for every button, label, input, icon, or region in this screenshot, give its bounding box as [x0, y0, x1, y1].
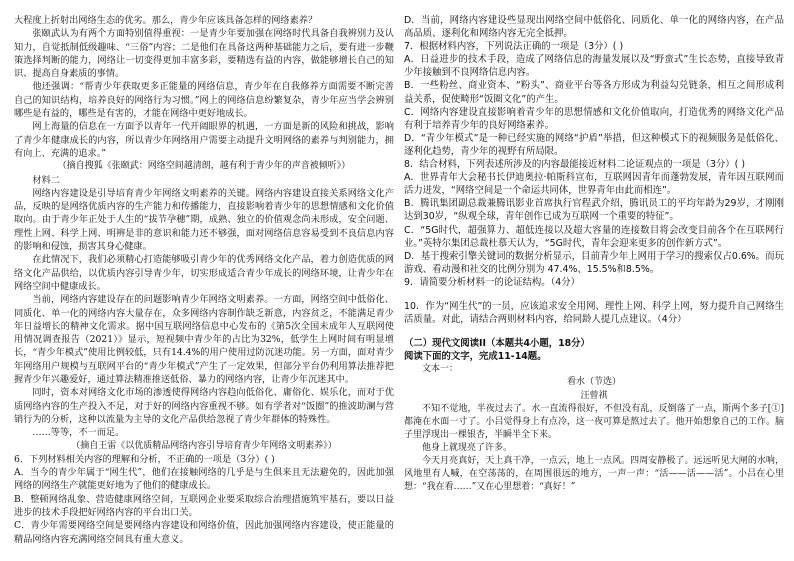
answer-space [404, 289, 784, 300]
paragraph: 当前，网络内容建设存在的问题影响青少年网络文明素养。一方面，网络空间中低俗化、同质化、单一化的网络内容大量存在，众多网络内容制作缺乏新意，内容贫乏，不能满足青少年日益增长的精神文化需求。据中国互联网络信息中心发布的《第5次全国未成年人互联网使用情况调查报告（2021）》显示，短视频中青少年的占比为32%，低学生上网时间有明显增长，“青少年模式”使用比例较低，只有14.4%的用户使用过防沉迷功能。另一方面，面对青少年网络用户规模与互联网平台的“青少年模式”产生了一定效果，但部分平台仍利用算法推荐把握青少年兴趣爱好，通过算法精准推送低俗、暴力的网络内容，让青少年沉迷其中。 [14, 294, 394, 386]
source-note: （摘自王雷《以优质精品网络内容引导培育青少年网络文明素养》） [71, 440, 337, 451]
question-9: 9．请简要分析材料一的论证结构。（4分） [404, 276, 580, 288]
question-10: 10．作为“网生代”的一员，应该追求安全用网、理性上网、科学上网，努力提升自己网络生活质量。对此，请结合两则材料内容，给同龄人提几点建议。（4分） [404, 300, 784, 326]
option-d: D．“青少年模式”是一种已经实施的网络“护盾”举措，但这种模式下的视频服务是低俗化、逐利化趋势，青少年的视野有所局限。 [404, 132, 784, 157]
text-label: 文本一： [422, 364, 459, 375]
option-c: C．“5G时代，超强算力、超低连接以及超大容量的连接数目将会改变目前各个在互联网行业。”英特尔集团总裁杜慕天认为，“5G时代，青年会迎来更多的创作新方式”。 [404, 224, 784, 249]
source-note: （摘自搜狐《张颐武：网络空间越清朗，越有利于青少年的声音被倾听》） [57, 161, 351, 172]
option-d: D．基于搜索引擎关键词的数据分析显示，目前青少年上网用于学习的搜索仅占0.6%。而玩游戏、看动漫和社交的比例分别为 47.4%、15.5%和8.5%。 [404, 250, 784, 275]
passage-author: 汪曾祺 [580, 390, 608, 401]
instruction: 阅读下面的文字，完成11-14题。 [404, 351, 547, 363]
option-b: B．一些粉丝、商业资本、“粉头”、商业平台等各方形成为利益勾兑链条，相互之间形成利益关系，促使畸形“饭圈文化”的产生。 [404, 80, 784, 105]
option-d: D．当前，网络内容建设些显现出网络空间中低俗化、同质化、单一化的网络内容，在产品高品质、逐利化和网络内容无完全抵押。 [404, 15, 784, 40]
passage-title: 看水（节选） [566, 377, 621, 388]
option-c: C．青少年需要网络空间是要网络内容建设和网络价值，因此加强网络内容建设，使正能量的精品网络内容充满网络空间具有重大意义。 [14, 520, 394, 545]
paragraph: 不知不觉地，半夜过去了。水一直流得很好，不但没有乱，反倒落了一点，斯两个多子[①]都淹在水面一寸了。小吕觉得身上有点冷，这一夜可算是熬过去了。他开始想象自己的工作。脑子里浮现出一棵银杏，半瞬半全下来。 [404, 403, 784, 440]
option-b: B．腾讯集团副总裁兼腾讯影业首席执行官程武介绍，腾讯员工的平均年龄为29岁，才刚刚达到30岁，“纵观全球，青年创作已成为互联网一个重要的特征”。 [404, 198, 784, 223]
paragraph: 他还强调：“帮青少年获取更多正能量的网络信息，青少年在自我修养方面需要不断完善自己的知识结构，培养良好的网络行为习惯。”网上的网络信息纷繁复杂，青少年应当学会辨别哪些是有益的，哪些是有害的，才能在网络中更好地成长。 [14, 81, 394, 120]
left-column [14, 14, 394, 546]
paragraph: 他身上就现亮了许多。 [422, 442, 513, 453]
section-title: （二）现代文阅读II（本题共4小题，18分） [404, 338, 590, 350]
question-8: 8．结合材料，下列表述所涉及的内容最能接近材料二论证观点的一项是（3分）( ) [404, 159, 745, 171]
paragraph: 大程度上折射出网络生态的优劣。那么，青少年应该具备怎样的网络素养？ [14, 15, 318, 26]
answer-space [404, 326, 784, 337]
paragraph: 同时，资本对网络文化市场的渗透使得网络内容趋向低俗化、庸俗化、娱乐化，而对于优质网络内容的生产投入不足，对于好的网络内容重视不够。如有学者对“饭圈”的推波助澜与营销行为的分析，这种以流量为主导的文化产品供给忽视了青少年群体的特殊性。 [14, 387, 394, 425]
paragraph: 网上海量的信息在一方面予以青年一代开阔眼界的机遇，一方面是新的风险和挑战，影响了青少年健康成长的内容，所以青少年网络用户需要主动提升文明网络的素养与判别能力，拥有向上、充满的追求。” [14, 121, 394, 159]
option-a: A．世界青年大会秘书长伊迪奥拉·帕斯科宣布，互联网因青年而蓬勃发展，青年因互联网而活力迸发，“网络空间是一个命运共同体，世界青年由此而相连”。 [404, 172, 784, 197]
paragraph: 在此情况下，我们必须精心打造能够吸引青少年的优秀网络文化产品，着力创造优质的网络文化产品供给，以优质内容引导青少年，切实形成适合青少年成长的网络环境，让青少年在网络空间中健康成长。 [14, 254, 394, 292]
paragraph: 张颐武认为有两个方面特别值得重视：一是青少年要加强在网络时代具备自我辨别力及认知力，自觉抵制低级趣味、“三俗”内容；二是他们在具备这两种基础能力之后，要有进一步鞭策选择判断的能力，网络让一切变得更加丰富多彩，要精选有益的内容，做能够增长自己的知识、提高自身素质的事情。 [14, 28, 394, 80]
question-7: 7．根据材料内容，下列说法正确的一项是（3分）( ) [404, 41, 624, 53]
option-a: A．当今的青少年属于“网生代”，他们在接触网络的几乎是与生俱来且无法避免的，因此加强网络的网络生产就能更好地为了他们的健康成长。 [14, 467, 394, 492]
right-column [404, 14, 784, 494]
section-heading: 材料二 [32, 174, 60, 186]
option-b: B．整顿网络乱象、营造健康网络空间，互联网企业要采取综合治理措施筑牢基石，要以日益进步的技术手段把好网络内容的平台出口关。 [14, 493, 394, 518]
option-c: C．网络内容建设直接影响着青少年的思想情感和文化价值取向，打造优秀的网络文化产品有利于培养青少年的良好网络素养。 [404, 106, 784, 131]
paragraph: 网络内容建设是引导培育青少年网络文明素养的关键。网络内容建设直接关系网络文化产品，反映的是网络优质内容的生产能力和传播能力，直接影响着青少年的思想情感和文化价值取向。由于青少年正处于人生的“拔节孕穗”期，成熟、独立的价值观念尚未形成，安全问题、理性上网、科学上网、明辨是非的意识和能力还不够强，面对网络信息容易受到不良信息内容的影响和侵蚀，损害其身心健康。 [14, 187, 394, 253]
question-6: 6．下列材料相关内容的理解和分析，不正确的一项是（3分）( ) [14, 453, 275, 465]
paragraph: 今天月亮真好，天上真干净，一点云，地上一点风。四周安静极了。远远听见大闸的水响，风地里有人喊，在空荡荡的，在周围很远的地方，一声一声：“活——活——活”。小吕在心里想：“我在看……”又在心里想着：“真好！” [404, 456, 784, 493]
paragraph: ……等等，不一而足。 [32, 427, 125, 439]
option-a: A．日益进步的技术手段，造成了网络信息的海量发展以及“野蛮式”生长态势，直接导致青少年接触到不良网络信息内容。 [404, 54, 784, 79]
